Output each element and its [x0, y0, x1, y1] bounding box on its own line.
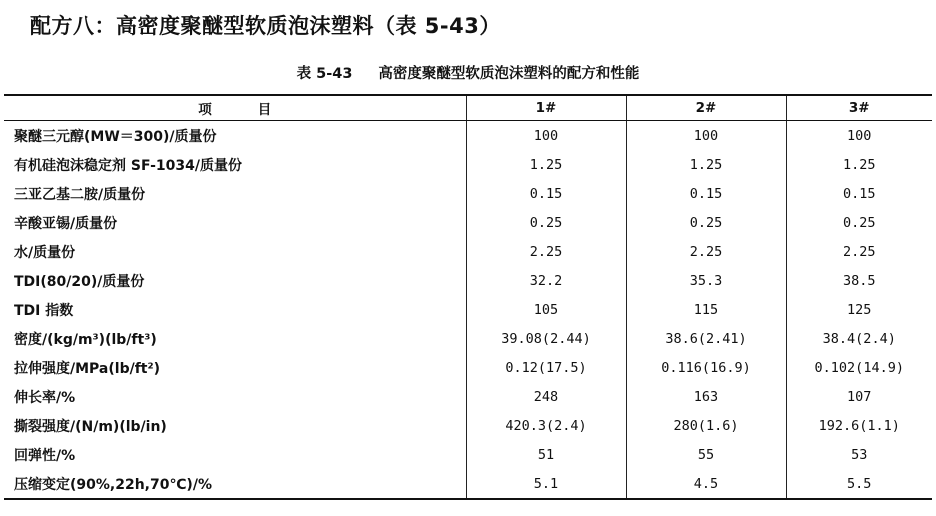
cell-sample-3: 0.25	[786, 208, 932, 237]
cell-sample-3: 5.5	[786, 469, 932, 499]
table-number: 表 5-43	[296, 66, 353, 82]
row-name: 回弹性/%	[14, 447, 76, 464]
table-row	[4, 295, 932, 324]
cell-sample-1: 51	[466, 440, 626, 469]
cell-sample-1: 0.25	[466, 208, 626, 237]
cell-sample-1: 5.1	[466, 469, 626, 499]
cell-sample-1: 0.15	[466, 179, 626, 208]
table-row	[4, 150, 932, 179]
cell-sample-1: 105	[466, 295, 626, 324]
row-name: 密度/(kg/m³)(lb/ft³)	[14, 331, 157, 348]
table-row	[4, 266, 932, 295]
table-row	[4, 237, 932, 266]
row-name: 三亚乙基二胺/质量份	[14, 186, 146, 203]
cell-sample-1: 248	[466, 382, 626, 411]
table-row	[4, 208, 932, 237]
table-row	[4, 121, 932, 151]
cell-sample-2: 0.116(16.9)	[626, 353, 786, 382]
formulation-table	[4, 94, 932, 500]
header-sample-1: 1#	[466, 95, 626, 121]
cell-sample-1: 1.25	[466, 150, 626, 179]
table-caption	[0, 62, 936, 83]
section-heading: 配方八：高密度聚醚型软质泡沫塑料（表 5-43）	[30, 14, 501, 38]
cell-sample-3: 107	[786, 382, 932, 411]
cell-sample-2: 163	[626, 382, 786, 411]
cell-sample-1: 39.08(2.44)	[466, 324, 626, 353]
cell-sample-2: 2.25	[626, 237, 786, 266]
cell-sample-1: 420.3(2.4)	[466, 411, 626, 440]
cell-sample-2: 280(1.6)	[626, 411, 786, 440]
row-name: 伸长率/%	[14, 389, 76, 406]
cell-sample-3: 38.4(2.4)	[786, 324, 932, 353]
table-row	[4, 411, 932, 440]
cell-sample-1: 2.25	[466, 237, 626, 266]
cell-sample-2: 35.3	[626, 266, 786, 295]
cell-sample-3: 100	[786, 121, 932, 151]
table-title: 高密度聚醚型软质泡沫塑料的配方和性能	[378, 66, 640, 82]
header-item	[4, 95, 466, 121]
header-item-b: 目	[257, 102, 272, 118]
cell-sample-3: 38.5	[786, 266, 932, 295]
header-sample-3: 3#	[786, 95, 932, 121]
table-row	[4, 353, 932, 382]
row-name: 拉伸强度/MPa(lb/ft²)	[14, 360, 161, 377]
header-sample-2: 2#	[626, 95, 786, 121]
cell-sample-3: 125	[786, 295, 932, 324]
header-item-a: 项	[198, 102, 212, 118]
table-row	[4, 382, 932, 411]
cell-sample-2: 0.15	[626, 179, 786, 208]
cell-sample-2: 4.5	[626, 469, 786, 499]
table-row	[4, 440, 932, 469]
table-row	[4, 469, 932, 499]
cell-sample-1: 32.2	[466, 266, 626, 295]
cell-sample-2: 0.25	[626, 208, 786, 237]
cell-sample-3: 2.25	[786, 237, 932, 266]
row-name: 聚醚三元醇(MW＝300)/质量份	[14, 128, 217, 145]
table-row	[4, 179, 932, 208]
cell-sample-2: 100	[626, 121, 786, 151]
table-body	[4, 121, 932, 500]
row-name: 撕裂强度/(N/m)(lb/in)	[14, 418, 167, 435]
row-name: 水/质量份	[14, 244, 76, 261]
cell-sample-2: 1.25	[626, 150, 786, 179]
row-name: 有机硅泡沫稳定剂 SF-1034/质量份	[14, 157, 242, 174]
cell-sample-3: 192.6(1.1)	[786, 411, 932, 440]
cell-sample-3: 0.15	[786, 179, 932, 208]
cell-sample-3: 1.25	[786, 150, 932, 179]
cell-sample-1: 100	[466, 121, 626, 151]
row-name: TDI(80/20)/质量份	[14, 273, 145, 290]
header-row	[4, 95, 932, 121]
cell-sample-2: 55	[626, 440, 786, 469]
table-row	[4, 324, 932, 353]
row-name: 辛酸亚锡/质量份	[14, 215, 118, 232]
cell-sample-1: 0.12(17.5)	[466, 353, 626, 382]
cell-sample-3: 53	[786, 440, 932, 469]
cell-sample-2: 115	[626, 295, 786, 324]
row-name: TDI 指数	[14, 302, 74, 319]
cell-sample-3: 0.102(14.9)	[786, 353, 932, 382]
cell-sample-2: 38.6(2.41)	[626, 324, 786, 353]
row-name: 压缩变定(90%,22h,70℃)/%	[4, 469, 466, 499]
